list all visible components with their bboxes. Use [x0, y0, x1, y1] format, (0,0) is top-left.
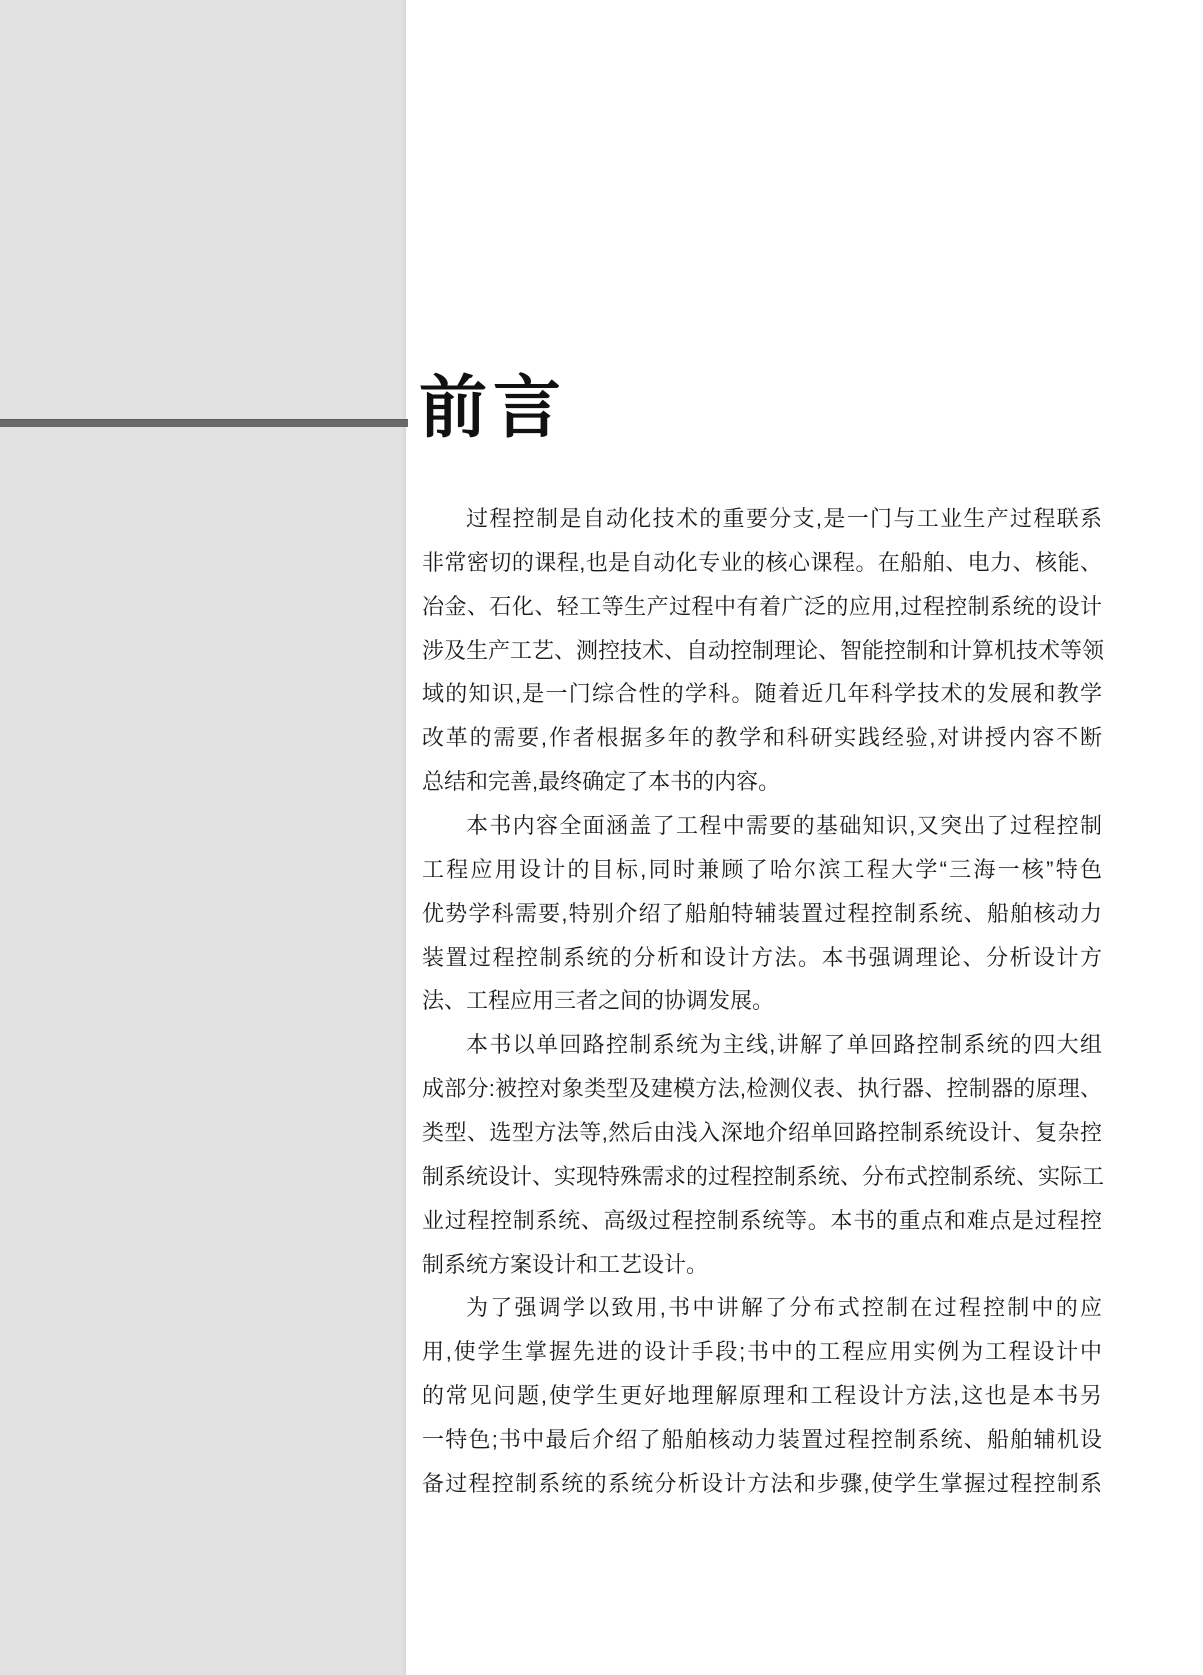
text-line: 法、工程应用三者之间的协调发展。 [422, 988, 775, 1014]
text-line: 备过程控制系统的系统分析设计方法和步骤,使学生掌握过程控制系 [422, 1470, 1102, 1496]
text-line: 成部分:被控对象类型及建模方法,检测仪表、执行器、控制器的原理、 [422, 1076, 1102, 1102]
preface-body [422, 497, 1105, 1506]
text-line: 业过程控制系统、高级过程控制系统等。本书的重点和难点是过程控 [422, 1207, 1102, 1233]
text-line: 制系统设计、实现特殊需求的过程控制系统、分布式控制系统、实际工 [422, 1163, 1105, 1189]
text-line: 用,使学生掌握先进的设计手段;书中的工程应用实例为工程设计中 [422, 1339, 1102, 1365]
title-rule [0, 419, 408, 427]
text-line: 本书以单回路控制系统为主线,讲解了单回路控制系统的四大组 [466, 1032, 1102, 1058]
text-line: 域的知识,是一门综合性的学科。随着近几年科学技术的发展和教学 [422, 681, 1102, 707]
text-line: 改革的需要,作者根据多年的教学和科研实践经验,对讲授内容不断 [422, 725, 1102, 751]
text-line: 优势学科需要,特别介绍了船舶特辅装置过程控制系统、船舶核动力 [422, 900, 1102, 926]
text-line: 本书内容全面涵盖了工程中需要的基础知识,又突出了过程控制 [466, 813, 1102, 839]
text-line: 装置过程控制系统的分析和设计方法。本书强调理论、分析设计方 [422, 944, 1102, 970]
text-line: 非常密切的课程,也是自动化专业的核心课程。在船舶、电力、核能、 [422, 549, 1102, 575]
text-line: 制系统方案设计和工艺设计。 [422, 1251, 709, 1277]
page-title: 前言 [419, 370, 568, 446]
text-line: 为了强调学以致用,书中讲解了分布式控制在过程控制中的应 [466, 1295, 1102, 1321]
text-line: 总结和完善,最终确定了本书的内容。 [422, 769, 781, 795]
text-line: 冶金、石化、轻工等生产过程中有着广泛的应用,过程控制系统的设计 [422, 593, 1102, 619]
text-line: 过程控制是自动化技术的重要分支,是一门与工业生产过程联系 [466, 506, 1102, 531]
text-line: 一特色;书中最后介绍了船舶核动力装置过程控制系统、船舶辅机设 [422, 1427, 1102, 1453]
left-margin-panel [0, 0, 406, 1675]
text-line: 类型、选型方法等,然后由浅入深地介绍单回路控制系统设计、复杂控 [422, 1120, 1102, 1146]
text-line: 工程应用设计的目标,同时兼顾了哈尔滨工程大学“三海一核”特色 [422, 856, 1102, 882]
text-line: 的常见问题,使学生更好地理解原理和工程设计方法,这也是本书另 [422, 1383, 1102, 1409]
text-line: 涉及生产工艺、测控技术、自动控制理论、智能控制和计算机技术等领 [422, 637, 1105, 663]
